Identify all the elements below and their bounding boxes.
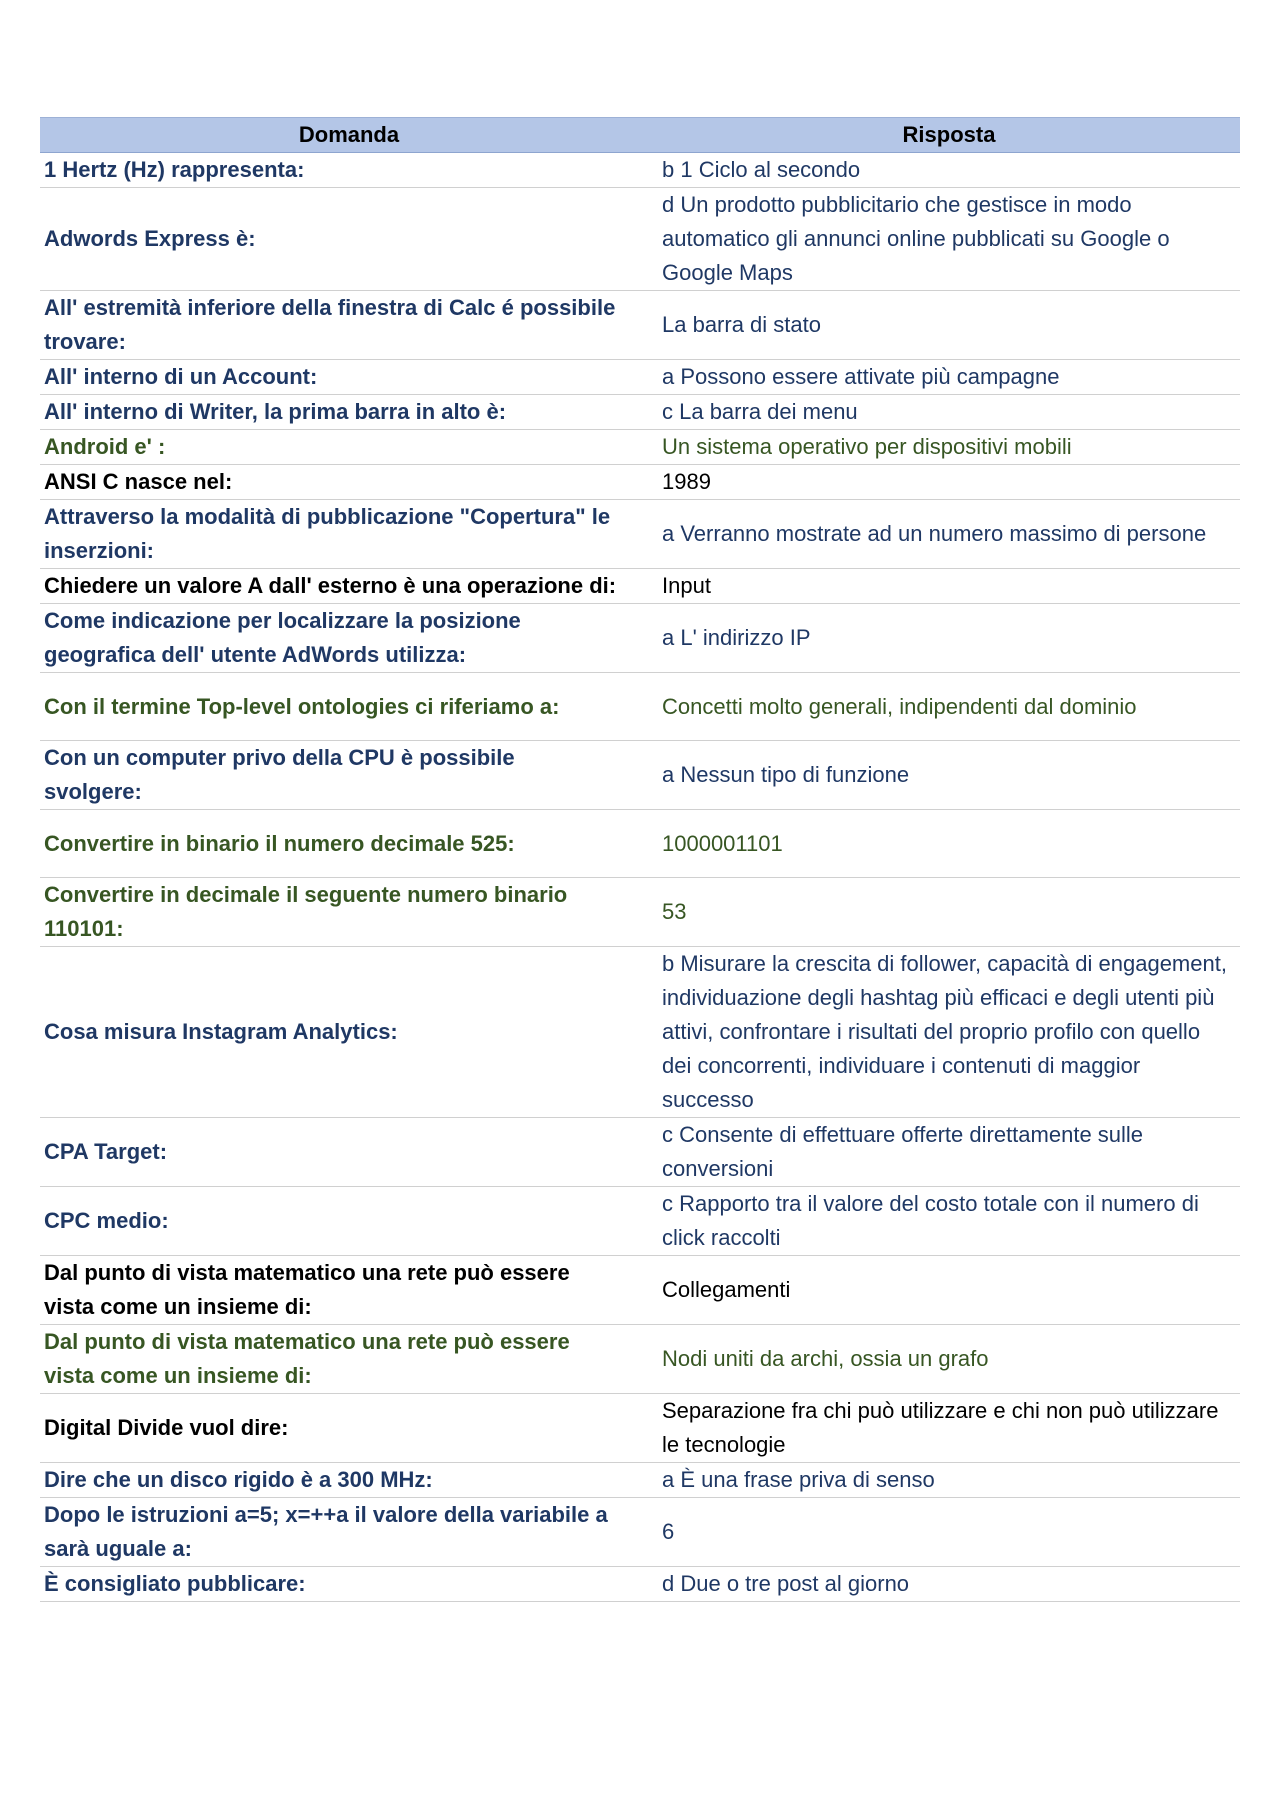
question-cell: Come indicazione per localizzare la posizione geografica dell' utente AdWords utilizza: [40, 604, 658, 673]
question-cell: Digital Divide vuol dire: [40, 1394, 658, 1463]
table-row [40, 1567, 1240, 1602]
answer-cell: c Consente di effettuare offerte direttamente sulle conversioni [658, 1118, 1240, 1187]
question-cell: Dire che un disco rigido è a 300 MHz: [40, 1463, 658, 1498]
answer-cell: a Nessun tipo di funzione [658, 741, 1240, 810]
table-row [40, 500, 1240, 569]
answer-cell: Concetti molto generali, indipendenti dal dominio [658, 673, 1240, 741]
answer-cell: c Rapporto tra il valore del costo totale con il numero di click raccolti [658, 1187, 1240, 1256]
question-cell: CPC medio: [40, 1187, 658, 1256]
answer-cell: c La barra dei menu [658, 395, 1240, 430]
question-cell: Dal punto di vista matematico una rete può essere vista come un insieme di: [40, 1325, 658, 1394]
table-row [40, 673, 1240, 741]
header-answer: Risposta [658, 118, 1240, 153]
document-page [40, 117, 1240, 1602]
answer-cell: 1000001101 [658, 810, 1240, 878]
table-row [40, 360, 1240, 395]
question-cell: 1 Hertz (Hz) rappresenta: [40, 153, 658, 188]
table-row [40, 741, 1240, 810]
answer-cell: Nodi uniti da archi, ossia un grafo [658, 1325, 1240, 1394]
table-row [40, 1498, 1240, 1567]
answer-cell: a L' indirizzo IP [658, 604, 1240, 673]
table-row [40, 395, 1240, 430]
question-cell: Attraverso la modalità di pubblicazione "Copertura" le inserzioni: [40, 500, 658, 569]
table-row [40, 1256, 1240, 1325]
question-cell: All' interno di un Account: [40, 360, 658, 395]
question-cell: Android e' : [40, 430, 658, 465]
table-body [40, 153, 1240, 1602]
question-cell: È consigliato pubblicare: [40, 1567, 658, 1602]
table-row [40, 878, 1240, 947]
answer-cell: b Misurare la crescita di follower, capacità di engagement, individuazione degli hashtag più efficaci e degli utenti più attivi, confrontare i risultati del proprio profilo con quello dei concorrenti, individuare i contenuti di maggior successo [658, 947, 1240, 1118]
table-row [40, 1325, 1240, 1394]
question-cell: ANSI C nasce nel: [40, 465, 658, 500]
header-question: Domanda [40, 118, 658, 153]
question-cell: All' estremità inferiore della finestra di Calc é possibile trovare: [40, 291, 658, 360]
table-row [40, 947, 1240, 1118]
qa-table [40, 117, 1240, 1602]
question-cell: CPA Target: [40, 1118, 658, 1187]
table-row [40, 569, 1240, 604]
question-cell: Cosa misura Instagram Analytics: [40, 947, 658, 1118]
answer-cell: a Possono essere attivate più campagne [658, 360, 1240, 395]
answer-cell: a È una frase priva di senso [658, 1463, 1240, 1498]
question-cell: Convertire in binario il numero decimale 525: [40, 810, 658, 878]
table-row [40, 430, 1240, 465]
question-cell: Convertire in decimale il seguente numero binario 110101: [40, 878, 658, 947]
answer-cell: b 1 Ciclo al secondo [658, 153, 1240, 188]
table-row [40, 1187, 1240, 1256]
answer-cell: d Due o tre post al giorno [658, 1567, 1240, 1602]
table-row [40, 153, 1240, 188]
table-row [40, 604, 1240, 673]
table-row [40, 1463, 1240, 1498]
table-row [40, 188, 1240, 291]
question-cell: Chiedere un valore A dall' esterno è una operazione di: [40, 569, 658, 604]
question-cell: All' interno di Writer, la prima barra in alto è: [40, 395, 658, 430]
answer-cell: 53 [658, 878, 1240, 947]
answer-cell: Input [658, 569, 1240, 604]
question-cell: Dopo le istruzioni a=5; x=++a il valore della variabile a sarà uguale a: [40, 1498, 658, 1567]
answer-cell: Separazione fra chi può utilizzare e chi non può utilizzare le tecnologie [658, 1394, 1240, 1463]
answer-cell: Collegamenti [658, 1256, 1240, 1325]
answer-cell: 6 [658, 1498, 1240, 1567]
table-row [40, 1118, 1240, 1187]
question-cell: Dal punto di vista matematico una rete può essere vista come un insieme di: [40, 1256, 658, 1325]
question-cell: Con il termine Top-level ontologies ci riferiamo a: [40, 673, 658, 741]
table-row [40, 810, 1240, 878]
answer-cell: a Verranno mostrate ad un numero massimo di persone [658, 500, 1240, 569]
table-row [40, 291, 1240, 360]
answer-cell: La barra di stato [658, 291, 1240, 360]
table-row [40, 1394, 1240, 1463]
table-header-row [40, 118, 1240, 153]
answer-cell: 1989 [658, 465, 1240, 500]
answer-cell: Un sistema operativo per dispositivi mobili [658, 430, 1240, 465]
table-row [40, 465, 1240, 500]
question-cell: Con un computer privo della CPU è possibile svolgere: [40, 741, 658, 810]
answer-cell: d Un prodotto pubblicitario che gestisce in modo automatico gli annunci online pubblicati su Google o Google Maps [658, 188, 1240, 291]
question-cell: Adwords Express è: [40, 188, 658, 291]
